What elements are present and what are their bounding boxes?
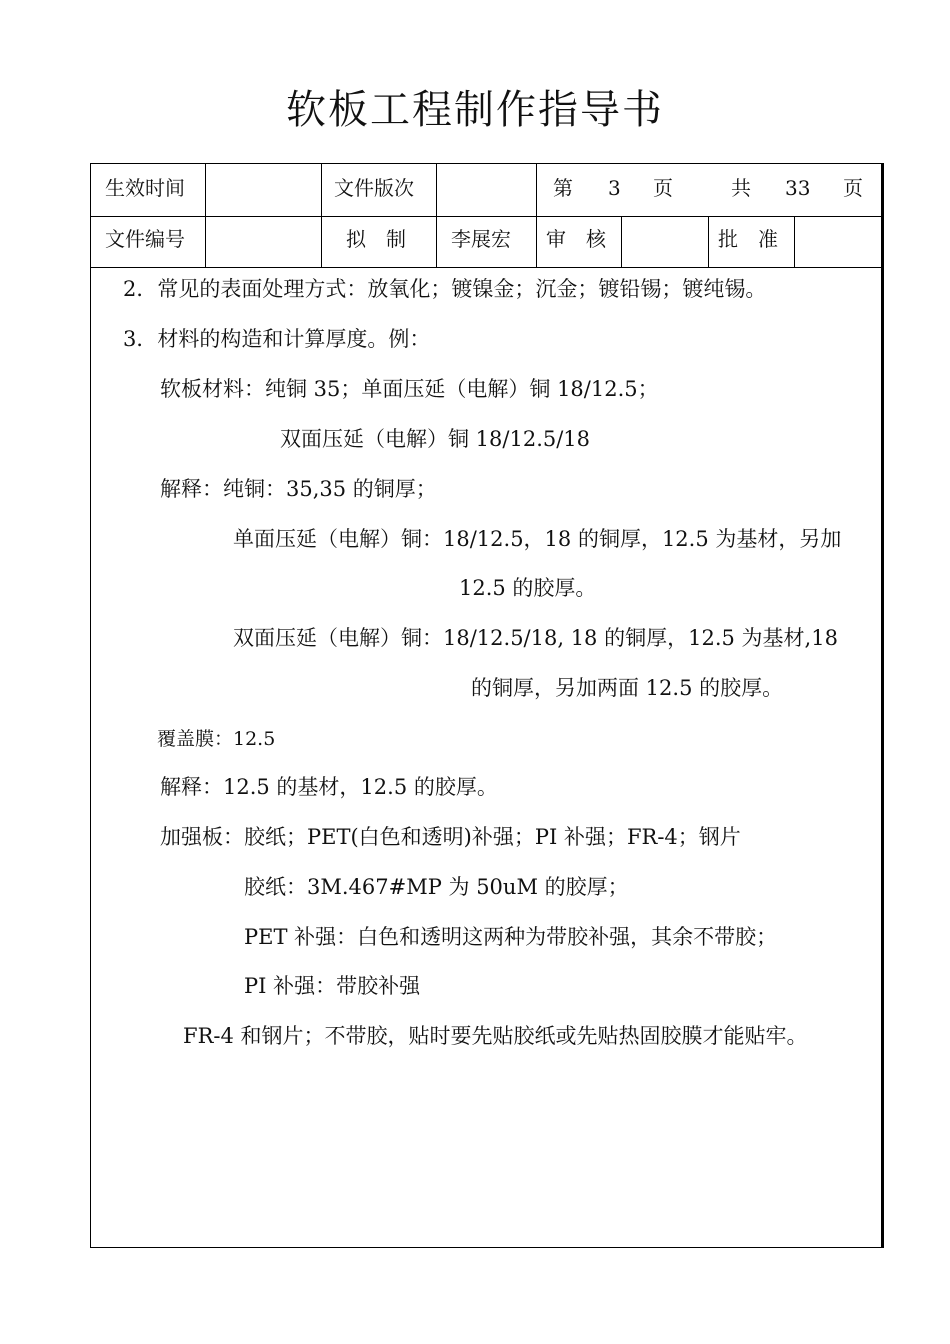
header-row-divider [91,216,881,217]
body-line: 3．材料的构造和计算厚度。例： [123,327,431,351]
body-line: 12.5 的胶厚。 [459,576,597,600]
effective-time-label: 生效时间 [105,176,185,200]
page-prefix: 第 [553,176,573,200]
total-suffix: 页 [843,176,863,200]
body-line: 双面压延（电解）铜：18/12.5/18, 18 的铜厚，12.5 为基材,18 [233,626,838,650]
col-divider [436,164,437,267]
approve-label: 批 准 [718,227,778,251]
total-pages: 33 [785,176,811,200]
body-line: 加强板：胶纸；PET(白色和透明)补强；PI 补强；FR-4；钢片 [160,825,741,849]
document-frame [90,163,884,1248]
body-line: 单面压延（电解）铜：18/12.5，18 的铜厚，12.5 为基材，另加 [233,527,842,551]
col-divider [205,164,206,267]
body-line: 解释：纯铜：35,35 的铜厚； [160,477,437,501]
col-divider [536,164,537,267]
body-line: 2．常见的表面处理方式：放氧化；镀镍金；沉金；镀铅锡；镀纯锡。 [123,277,767,301]
body-line: 软板材料：纯铜 35；单面压延（电解）铜 18/12.5； [160,377,659,401]
col-divider [708,216,709,267]
body-line: 胶纸：3M.467#MP 为 50uM 的胶厚； [244,875,629,899]
document-title: 软板工程制作指导书 [286,87,664,133]
body-line: 双面压延（电解）铜 18/12.5/18 [280,427,591,451]
body-line: FR-4 和钢片；不带胶，贴时要先贴胶纸或先贴热固胶膜才能贴牢。 [183,1024,808,1048]
doc-no-label: 文件编号 [105,227,185,251]
body-line: 解释：12.5 的基材，12.5 的胶厚。 [160,775,498,799]
review-label: 审 核 [546,227,606,251]
total-prefix: 共 [731,176,751,200]
page-number: 3 [608,176,621,200]
col-divider [621,216,622,267]
header-bottom-rule [91,267,881,268]
body-line: 覆盖膜：12.5 [157,728,276,750]
version-label: 文件版次 [334,176,414,200]
body-line: 的铜厚，另加两面 12.5 的胶厚。 [471,676,784,700]
body-line: PET 补强：白色和透明这两种为带胶补强，其余不带胶； [244,925,778,949]
col-divider [321,164,322,267]
drafted-label: 拟 制 [346,227,406,251]
page-suffix: 页 [653,176,673,200]
drafter-name: 李展宏 [451,227,511,251]
col-divider [794,216,795,267]
body-line: PI 补强：带胶补强 [244,974,421,998]
